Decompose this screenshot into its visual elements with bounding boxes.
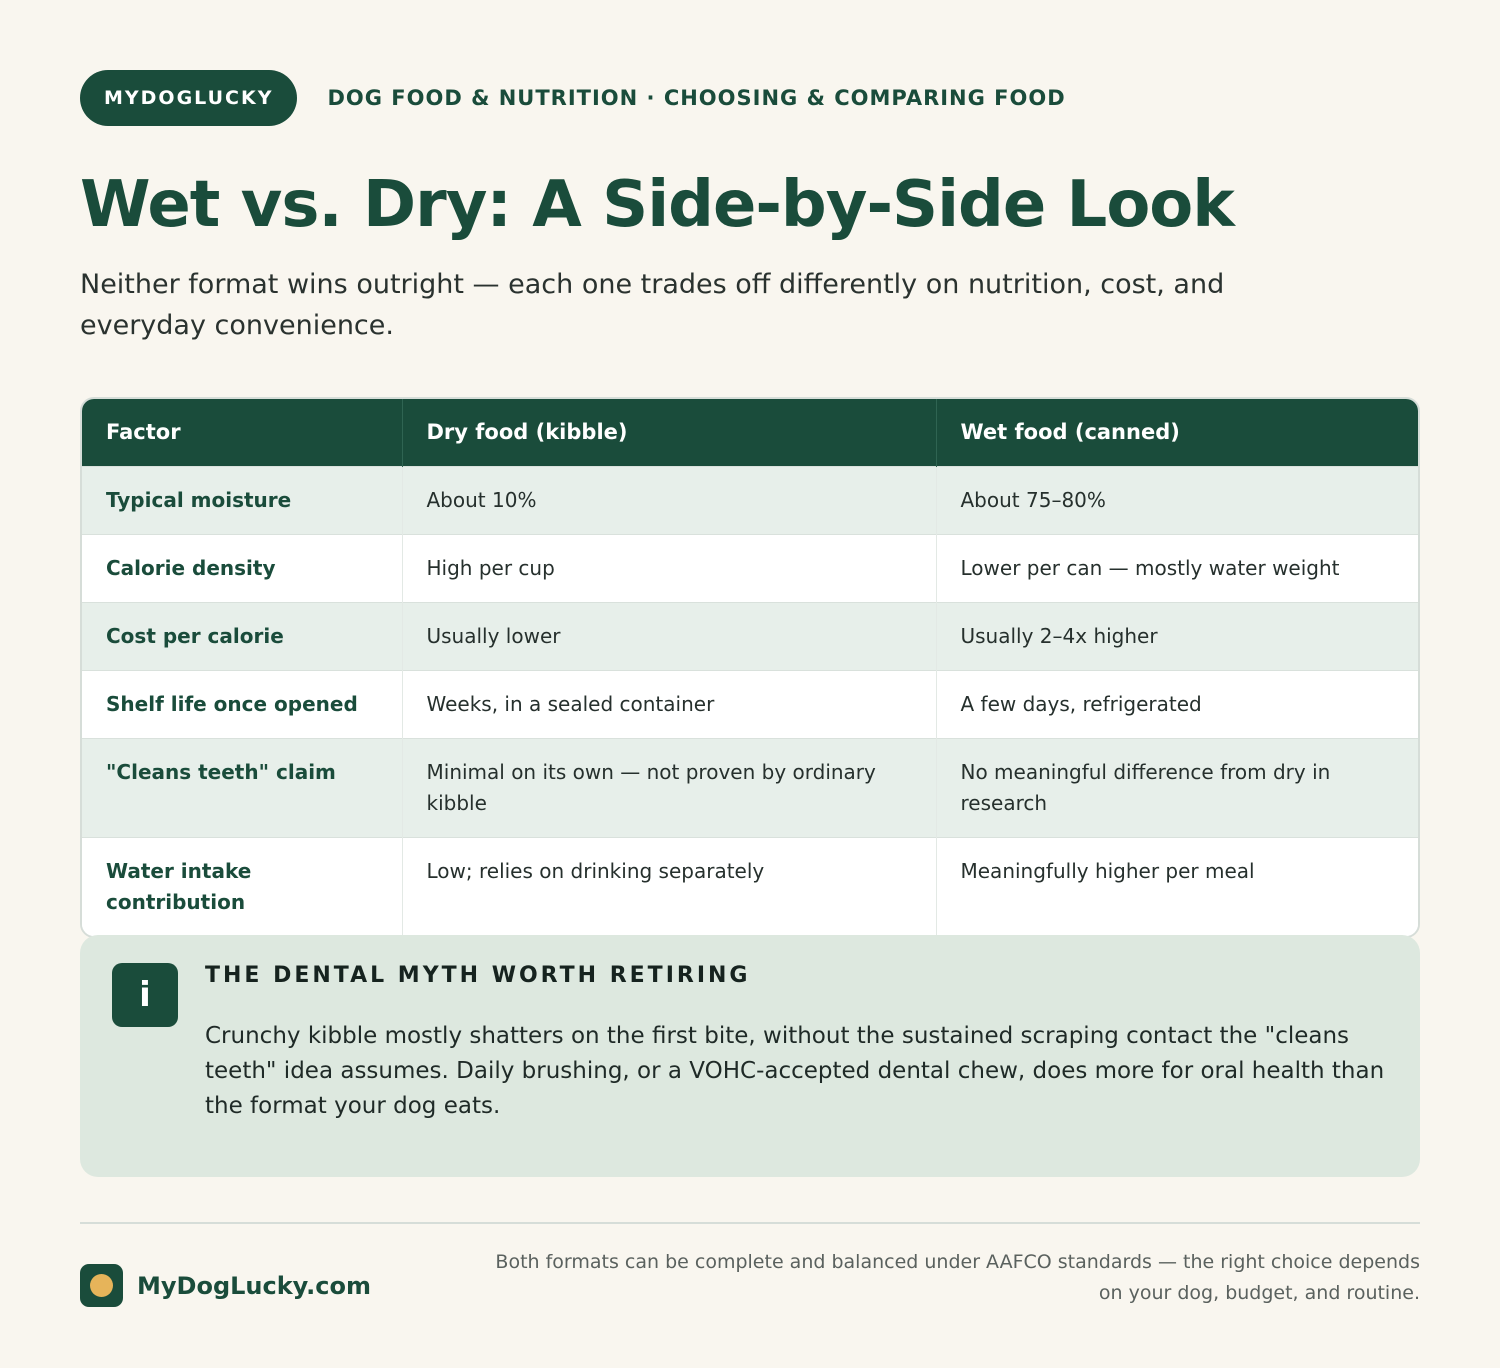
factor-cell: Typical moisture: [82, 466, 402, 534]
page-title: Wet vs. Dry: A Side-by-Side Look: [80, 168, 1234, 242]
logo-icon: [80, 1264, 123, 1307]
factor-cell: Water intake contribution: [82, 837, 402, 936]
info-icon: i: [112, 963, 178, 1027]
table-row: [82, 602, 1418, 670]
wet-cell: Meaningfully higher per meal: [936, 837, 1418, 936]
dry-cell: Weeks, in a sealed container: [402, 670, 936, 738]
table-row: [82, 534, 1418, 602]
header: [80, 70, 1066, 126]
column-header-wet: Wet food (canned): [936, 399, 1418, 466]
footer-note: Both formats can be complete and balanced under AAFCO standards — the right choice depends on your dog, budget, and routine.: [495, 1251, 1420, 1304]
table-row: [82, 738, 1418, 837]
footer-divider: [80, 1222, 1420, 1224]
logo-dot: [90, 1274, 113, 1297]
dry-cell: Minimal on its own — not proven by ordinary kibble: [402, 738, 936, 837]
callout-title: THE DENTAL MYTH WORTH RETIRING: [205, 963, 751, 988]
wet-cell: Lower per can — mostly water weight: [936, 534, 1418, 602]
callout-body: Crunchy kibble mostly shatters on the first bite, without the sustained scraping contact the "cleans teeth" idea assumes. Daily brushing, or a VOHC-accepted dental chew, does more for oral health than the format your dog eats.: [205, 1023, 1385, 1119]
dental-myth-callout: [80, 935, 1420, 1177]
brand-badge[interactable]: MYDOGLUCKY: [80, 70, 297, 126]
wet-cell: Usually 2–4x higher: [936, 602, 1418, 670]
dry-cell: About 10%: [402, 466, 936, 534]
wet-cell: About 75–80%: [936, 466, 1418, 534]
comparison-table: [80, 397, 1420, 938]
factor-cell: Calorie density: [82, 534, 402, 602]
factor-cell: Shelf life once opened: [82, 670, 402, 738]
dry-cell: High per cup: [402, 534, 936, 602]
table-row: [82, 466, 1418, 534]
dry-cell: Low; relies on drinking separately: [402, 837, 936, 936]
table-header-row: [82, 399, 1418, 466]
table-row: [82, 837, 1418, 936]
site-name-link[interactable]: MyDogLucky.com: [137, 1271, 371, 1300]
wet-cell: A few days, refrigerated: [936, 670, 1418, 738]
factor-cell: "Cleans teeth" claim: [82, 738, 402, 837]
page-subtitle: Neither format wins outright — each one trades off differently on nutrition, cost, and everyday convenience.: [80, 269, 1225, 341]
wet-cell: No meaningful difference from dry in research: [936, 738, 1418, 837]
breadcrumb[interactable]: DOG FOOD & NUTRITION · CHOOSING & COMPARING FOOD: [327, 86, 1066, 110]
column-header-factor: Factor: [82, 399, 402, 466]
table-row: [82, 670, 1418, 738]
column-header-dry: Dry food (kibble): [402, 399, 936, 466]
dry-cell: Usually lower: [402, 602, 936, 670]
factor-cell: Cost per calorie: [82, 602, 402, 670]
footer-brand[interactable]: [80, 1264, 371, 1307]
